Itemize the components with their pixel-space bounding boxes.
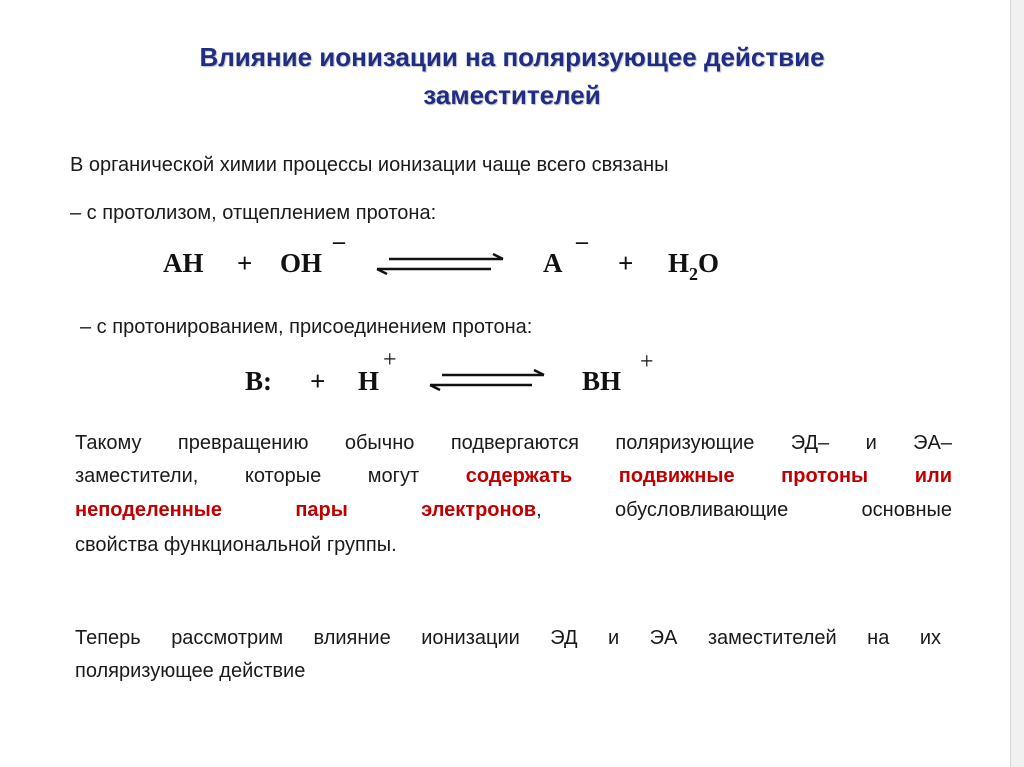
intro-text: В органической химии процессы ионизации чаще всего связаны bbox=[70, 154, 669, 176]
title-line-1: Влияние ионизации на поляризующее действие bbox=[199, 42, 825, 72]
closing-line-2: поляризующее действие bbox=[75, 660, 306, 682]
eq2-h-charge: + bbox=[383, 347, 397, 373]
paragraph-line-3-text: , обусловливающие основные bbox=[536, 499, 952, 521]
paragraph-line-4: свойства функциональной группы. bbox=[75, 534, 397, 556]
water-h: H bbox=[668, 248, 690, 278]
highlight-mobile-protons: содержать подвижные протоны или bbox=[465, 465, 952, 487]
slide-right-border bbox=[1010, 0, 1024, 767]
eq1-reactant-ah: AH bbox=[163, 248, 204, 278]
eq1-plus-1: + bbox=[237, 248, 253, 278]
title-line-2: заместителей bbox=[423, 80, 601, 110]
eq2-reactant-h: H bbox=[358, 366, 380, 396]
eq1-reactant-oh: OH bbox=[280, 248, 323, 278]
eq1-oh-charge: – bbox=[333, 229, 345, 255]
highlight-lone-pairs: неподеленные пары электронов bbox=[75, 499, 537, 521]
paragraph-line-3 bbox=[75, 495, 952, 525]
equilibrium-arrow-icon bbox=[375, 252, 505, 276]
slide-title bbox=[0, 38, 1024, 114]
eq2-reactant-b: B: bbox=[245, 366, 272, 396]
protolysis-label: – с протолизом, отщеплением протона: bbox=[70, 202, 437, 224]
eq1-plus-2: + bbox=[618, 248, 634, 278]
protonation-label: – с протонированием, присоединением протона: bbox=[80, 316, 533, 338]
eq2-bh-charge: + bbox=[640, 349, 654, 375]
water-o: O bbox=[698, 248, 720, 278]
closing-line-1: Теперь рассмотрим влияние ионизации ЭД и ЭА заместителей на их bbox=[75, 627, 941, 649]
eq1-product-a: A bbox=[543, 248, 563, 278]
paragraph-line-1: Такому превращению обычно подвергаются поляризующие ЭД– и ЭА– bbox=[75, 432, 952, 454]
water-subscript: 2 bbox=[689, 264, 699, 284]
eq1-product-water bbox=[668, 248, 720, 284]
paragraph-line-2-text: заместители, которые могут bbox=[75, 465, 466, 487]
equilibrium-arrow-icon bbox=[428, 368, 546, 392]
eq2-plus: + bbox=[310, 366, 326, 396]
eq2-product-bh: BH bbox=[582, 366, 622, 396]
paragraph-line-2 bbox=[75, 461, 952, 491]
slide-top-frame bbox=[0, 0, 1010, 30]
eq1-a-charge: – bbox=[576, 229, 588, 255]
